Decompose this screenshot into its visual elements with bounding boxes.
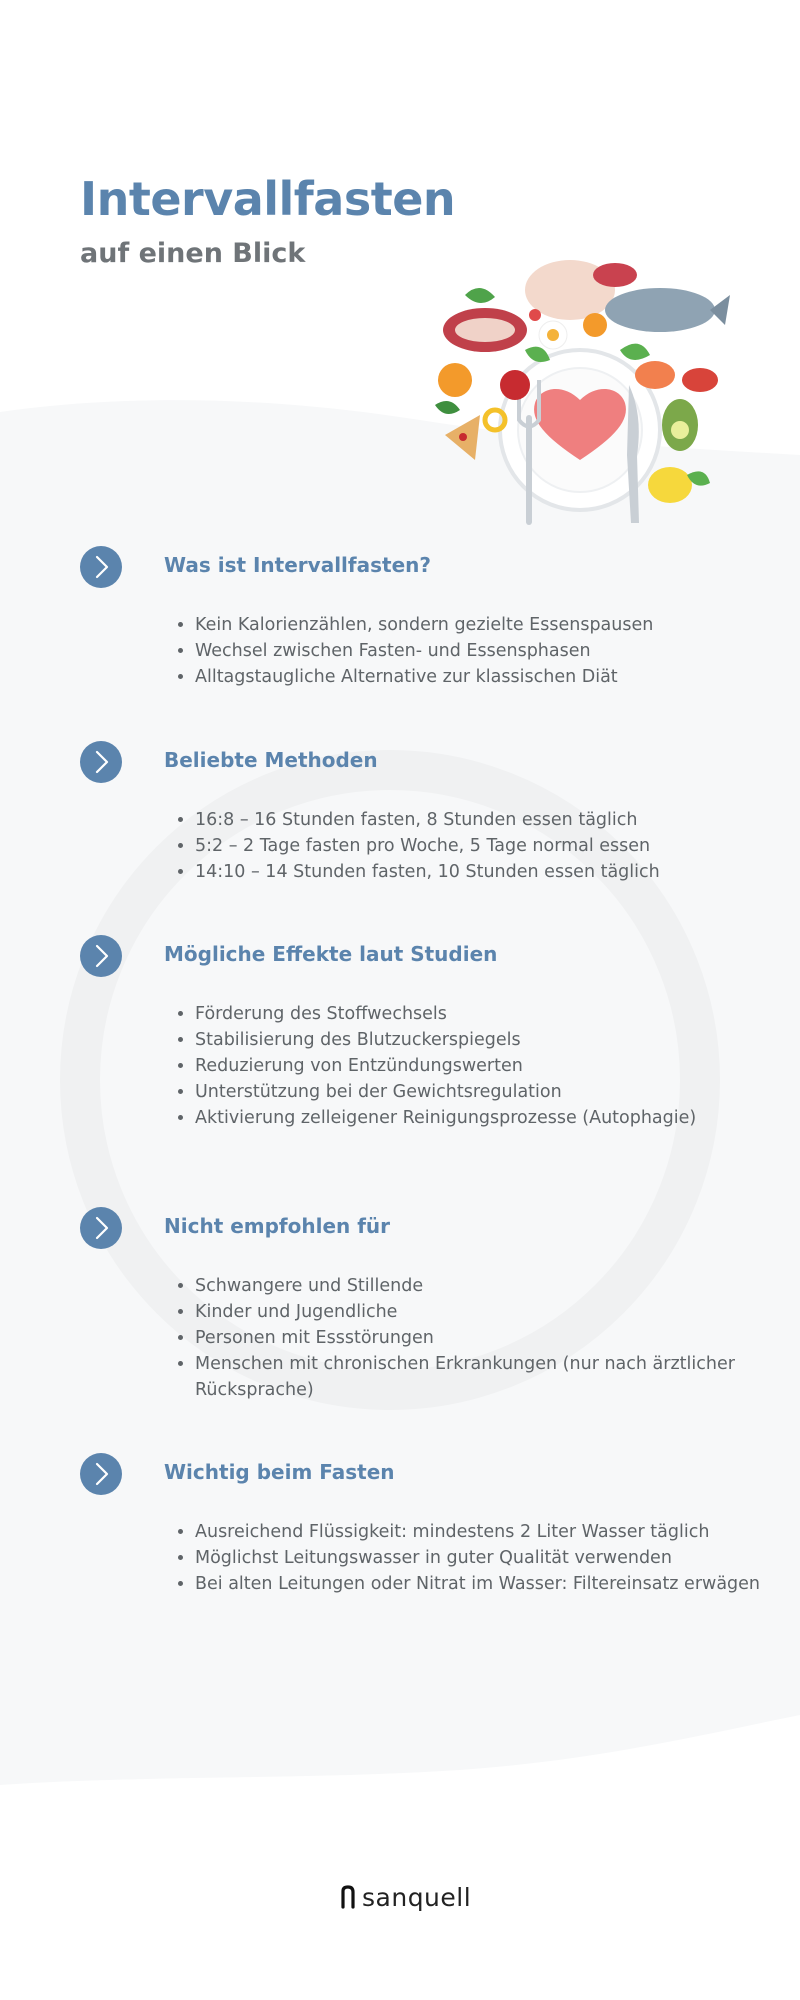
chevron-right-icon	[80, 1207, 122, 1249]
list-item: • Reduzierung von Entzündungswerten	[195, 1053, 785, 1079]
list-item: • Stabilisierung des Blutzuckerspiegels	[195, 1027, 785, 1053]
bullet-list	[164, 1001, 785, 1131]
list-item: • 5:2 – 2 Tage fasten pro Woche, 5 Tage normal essen	[195, 833, 785, 859]
chevron-right-icon	[80, 741, 122, 783]
bullet-list	[164, 1273, 785, 1403]
section-title: Mögliche Effekte laut Studien	[164, 942, 498, 966]
list-item: • Ausreichend Flüssigkeit: mindestens 2 Liter Wasser täglich	[195, 1519, 785, 1545]
chevron-right-icon	[80, 1453, 122, 1495]
list-item: • Wechsel zwischen Fasten- und Essensphasen	[195, 638, 785, 664]
list-item: • 16:8 – 16 Stunden fasten, 8 Stunden essen täglich	[195, 807, 785, 833]
list-item: • 14:10 – 14 Stunden fasten, 10 Stunden essen täglich	[195, 859, 785, 885]
list-item: • Aktivierung zelleigener Reinigungsprozesse (Autophagie)	[195, 1105, 785, 1131]
page-title: Intervallfasten	[80, 172, 456, 226]
section-title: Wichtig beim Fasten	[164, 1460, 395, 1484]
section-title: Nicht empfohlen für	[164, 1214, 391, 1238]
list-item: • Personen mit Essstörungen	[195, 1325, 785, 1351]
list-item: • Schwangere und Stillende	[195, 1273, 785, 1299]
page-subtitle: auf einen Blick	[80, 238, 306, 269]
list-item: • Alltagstaugliche Alternative zur klassischen Diät	[195, 664, 785, 690]
list-item: • Bei alten Leitungen oder Nitrat im Wasser: Filtereinsatz erwägen	[195, 1571, 785, 1597]
logo-text: sanquell	[362, 1882, 472, 1912]
chevron-right-icon	[80, 546, 122, 588]
bullet-list	[164, 612, 785, 690]
sanquell-logo-icon	[340, 1885, 356, 1909]
list-item: • Menschen mit chronischen Erkrankungen (nur nach ärztlicher Rücksprache)	[195, 1351, 785, 1403]
list-item: • Möglichst Leitungswasser in guter Qualität verwenden	[195, 1545, 785, 1571]
list-item: • Förderung des Stoffwechsels	[195, 1001, 785, 1027]
section-title: Beliebte Methoden	[164, 748, 378, 772]
section-title: Was ist Intervallfasten?	[164, 553, 431, 577]
sanquell-logo	[340, 1880, 471, 1914]
food-plate-heart-icon	[425, 255, 730, 540]
list-item: • Unterstützung bei der Gewichtsregulation	[195, 1079, 785, 1105]
list-item: • Kinder und Jugendliche	[195, 1299, 785, 1325]
bullet-list	[164, 807, 785, 885]
bullet-list	[164, 1519, 785, 1597]
chevron-right-icon	[80, 935, 122, 977]
list-item: • Kein Kalorienzählen, sondern gezielte Essenspausen	[195, 612, 785, 638]
